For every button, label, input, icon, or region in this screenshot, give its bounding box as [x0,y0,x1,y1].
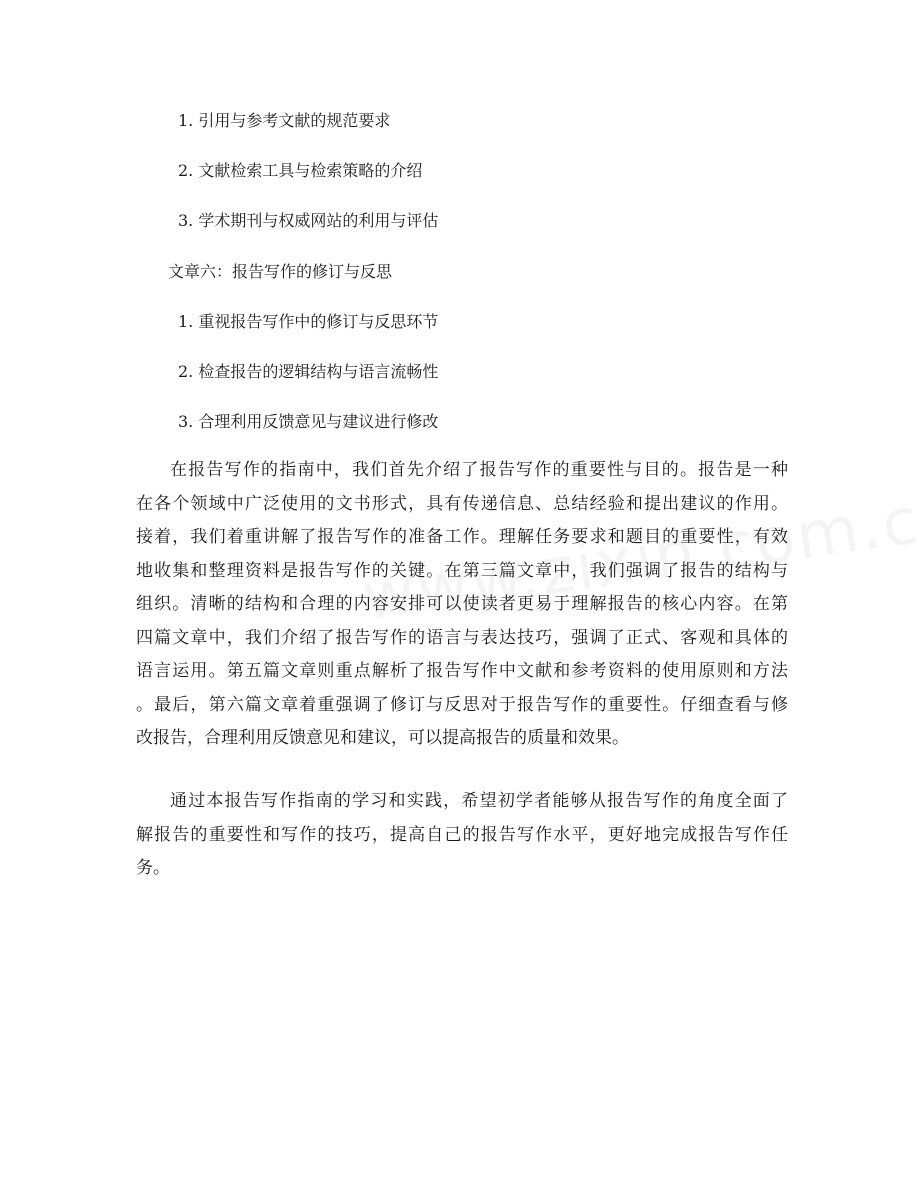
list-item: 3. 合理利用反馈意见与建议进行修改 [178,412,439,431]
paragraph-line: 四篇文章中，我们介绍了报告写作的语言与表达技巧，强调了正式、客观和具体的 [136,627,788,648]
closing-paragraph [136,785,788,886]
paragraph-line: 解报告的重要性和写作的技巧，提高自己的报告写作水平，更好地完成报告写作任 [136,824,788,845]
paragraph-line: 接着，我们着重讲解了报告写作的准备工作。理解任务要求和题目的重要性，有效 [136,527,788,547]
paragraph-line: 通过本报告写作指南的学习和实践，希望初学者能够从报告写作的角度全面了 [170,791,788,811]
list-item: 1. 重视报告写作中的修订与反思环节 [178,312,439,331]
paragraph-line: 在各个领域中广泛使用的文书形式，具有传递信息、总结经验和提出建议的作用。 [136,493,788,514]
paragraph-line: 务。 [136,858,170,878]
paragraph-line: 。最后，第六篇文章着重强调了修订与反思对于报告写作的重要性。仔细查看与修 [136,694,788,715]
list-item: 2. 文献检索工具与检索策略的介绍 [178,161,423,180]
paragraph-line: 地收集和整理资料是报告写作的关键。在第三篇文章中，我们强调了报告的结构与 [136,560,788,581]
list-item: 3. 学术期刊与权威网站的利用与评估 [178,211,439,230]
paragraph-line: 在报告写作的指南中，我们首先介绍了报告写作的重要性与目的。报告是一种 [170,460,788,480]
paragraph-line: 语言运用。第五篇文章则重点解析了报告写作中文献和参考资料的使用原则和方法 [136,661,788,681]
section-heading: 文章六：报告写作的修订与反思 [168,262,393,281]
list-item: 2. 检查报告的逻辑结构与语言流畅性 [178,362,439,381]
paragraph-line: 改报告，合理利用反馈意见和建议，可以提高报告的质量和效果。 [136,728,629,748]
summary-paragraph [136,454,788,756]
list-item: 1. 引用与参考文献的规范要求 [178,111,391,130]
paragraph-line: 组织。清晰的结构和合理的内容安排可以使读者更易于理解报告的核心内容。在第 [136,594,788,614]
